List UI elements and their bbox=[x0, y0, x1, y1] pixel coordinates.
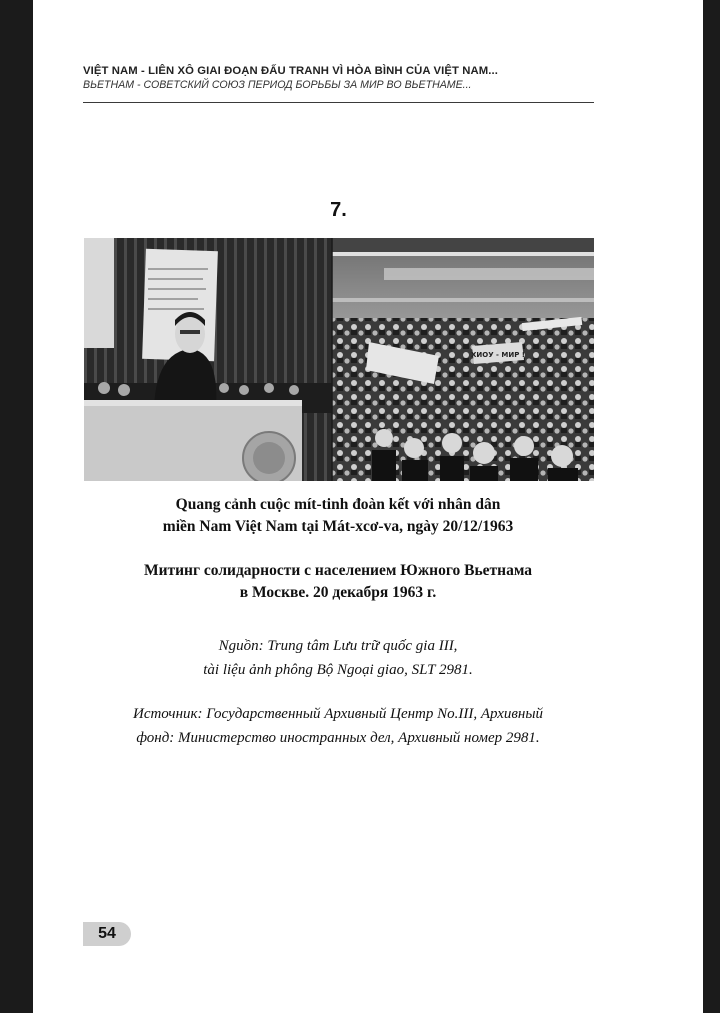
caption-ru-line-2: в Москве. 20 декабря 1963 г. bbox=[239, 584, 437, 601]
header-title-vietnamese: VIỆT NAM - LIÊN XÔ GIAI ĐOẠN ĐẤU TRANH VÌ HÒA BÌNH CỦA VIỆT NAM... bbox=[83, 65, 498, 77]
archival-photo bbox=[84, 238, 594, 481]
source-vn-line-2: tài liệu ảnh phông Bộ Ngoại giao, SLT 2981. bbox=[203, 662, 473, 678]
caption-vietnamese bbox=[63, 494, 613, 538]
source-russian bbox=[53, 702, 623, 750]
running-header bbox=[83, 65, 593, 91]
source-vietnamese bbox=[63, 634, 613, 682]
photo-illustration bbox=[84, 238, 594, 481]
photo-number: 7. bbox=[330, 199, 347, 221]
audience-scene bbox=[332, 238, 594, 481]
caption-russian bbox=[63, 560, 613, 604]
page-number: 54 bbox=[83, 922, 131, 946]
source-ru-line-2: фонд: Министерство иностранных дел, Архивный номер 2981. bbox=[136, 730, 540, 746]
source-vn-line-1: Nguồn: Trung tâm Lưu trữ quốc gia III, bbox=[218, 638, 458, 654]
left-banner bbox=[84, 238, 114, 348]
source-ru-line-1: Источник: Государственный Архивный Центр No.III, Архивный bbox=[132, 706, 544, 722]
audience-sign-text: ХИОУ - МИР ! bbox=[471, 351, 525, 359]
podium-scene bbox=[84, 238, 332, 481]
caption-vn-line-2: miền Nam Việt Nam tại Mát-xcơ-va, ngày 20/12/1963 bbox=[162, 518, 514, 535]
header-divider bbox=[83, 102, 594, 103]
caption-vn-line-1: Quang cảnh cuộc mít-tinh đoàn kết với nhân dân bbox=[175, 496, 501, 513]
header-title-russian: ВЬЕТНАМ - СОВЕТСКИЙ СОЮЗ ПЕРИОД БОРЬБЫ ЗА МИР ВО ВЬЕТНАМЕ... bbox=[83, 79, 472, 91]
caption-ru-line-1: Митинг солидарности с населением Южного Вьетнама bbox=[143, 562, 533, 579]
